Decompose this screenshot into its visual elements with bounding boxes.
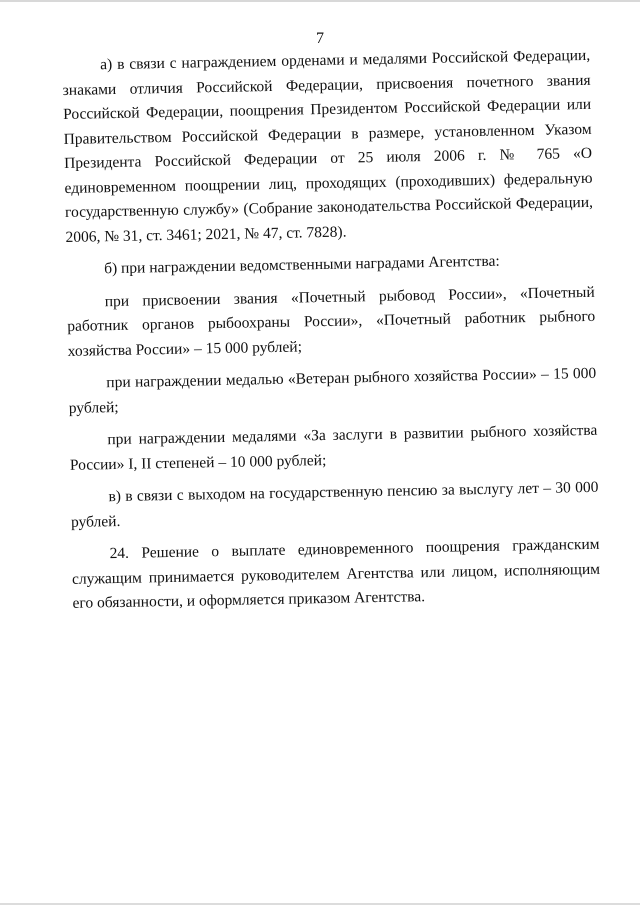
paragraph-c-pension: в) в связи с выходом на государственную пенсию за выслугу лет – 30 000 рублей. <box>70 478 599 531</box>
paragraph-a-state-awards: а) в связи с награждением орденами и медалями Российской Федерации, знаками отличия Российской Федерации, присвоения почетного звания Российской Федерации, поощрения Президентом Российской Федерации или Правительством Российской Федерации в размере, установленном Указом Президента Российской Федерации от 25 июля 2006 г. № 765 «О единовременном поощрении лиц, проходящих (проходивших) федеральную государственную службу» (Собрание законодательства Российской Федерации, 2006, № 31, ст. 3461; 2021, № 47, ст. 7828). <box>62 46 594 246</box>
scan-edge-top <box>0 0 640 2</box>
paragraph-24-decision: 24. Решение о выплате единовременного поощрения гражданским служащим принимается руководителем Агентства или лицом, исполняющим его обязанности, и оформляется приказом Агентства. <box>71 535 601 612</box>
page-number: 7 <box>316 30 324 47</box>
paragraph-honorary-titles: при присвоении звания «Почетный рыбовод России», «Почетный работник органов рыбоохраны России», «Почетный работник рыбного хозяйства России» – 15 000 рублей; <box>67 283 596 360</box>
paragraph-veteran-medal: при награждении медалью «Ветеран рыбного хозяйства России» – 15 000 рублей; <box>68 364 597 417</box>
document-body <box>62 44 601 625</box>
paragraph-b-agency-awards: б) при награждении ведомственными наградами Агентства: <box>103 252 500 278</box>
paragraph-merit-medals: при награждении медалями «За заслуги в развитии рыбного хозяйства России» I, II степеней – 10 000 рублей; <box>69 421 598 474</box>
